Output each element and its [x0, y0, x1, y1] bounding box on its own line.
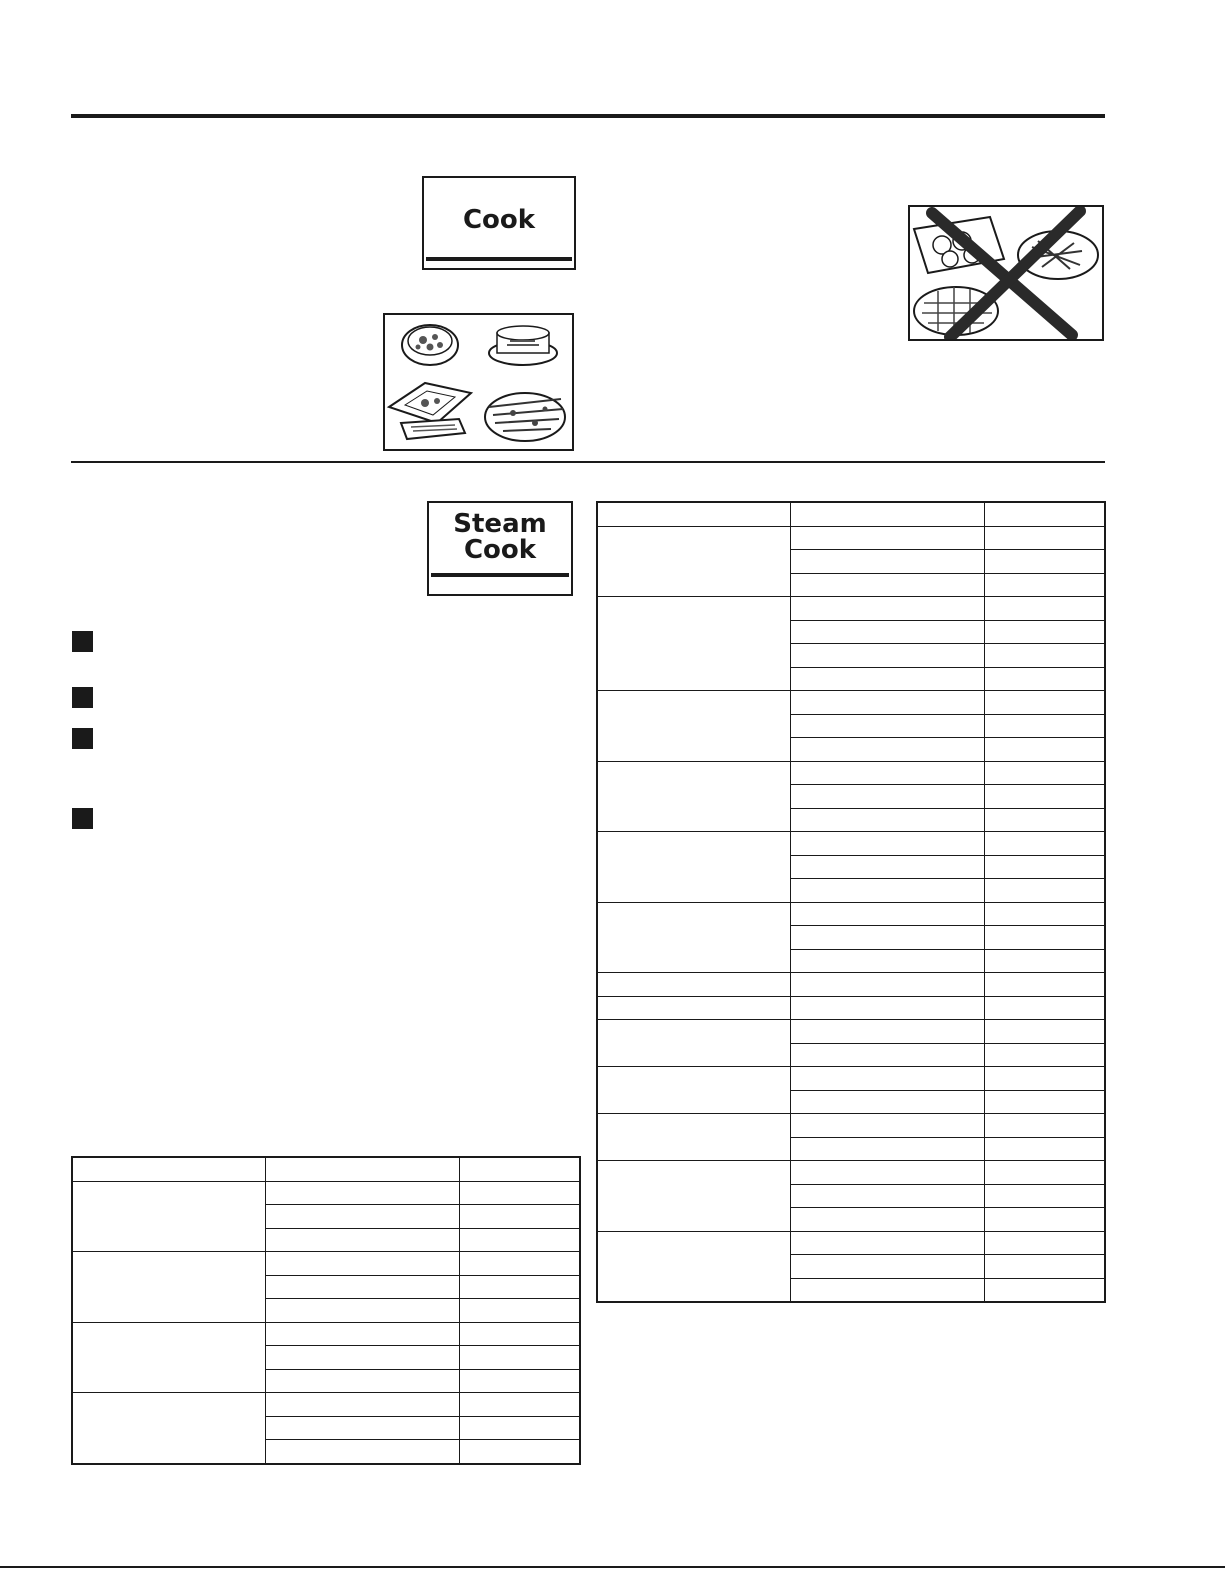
table-row [597, 1020, 1105, 1044]
amount-cell [790, 1043, 984, 1067]
time-cell [984, 1020, 1105, 1044]
time-cell [984, 761, 1105, 785]
food-cell [597, 973, 790, 997]
footer-rule [0, 1566, 1225, 1568]
time-cell [459, 1252, 580, 1276]
food-cell [72, 1322, 265, 1393]
header-cell [72, 1157, 265, 1181]
food-cell [72, 1252, 265, 1323]
time-cell [459, 1228, 580, 1252]
table-row [597, 1161, 1105, 1185]
amount-cell [265, 1228, 459, 1252]
steam-cook-keypad-label-line2: Cook [463, 535, 537, 565]
amount-cell [790, 761, 984, 785]
food-cell [72, 1393, 265, 1464]
header-cell [790, 502, 984, 526]
table-row [597, 761, 1105, 785]
amount-cell [790, 691, 984, 715]
steam-cook-keypad [427, 501, 573, 596]
time-cell [984, 1043, 1105, 1067]
frozen-foods-illustration [383, 313, 574, 451]
time-cell [984, 832, 1105, 856]
time-cell [984, 620, 1105, 644]
amount-cell [265, 1322, 459, 1346]
table-row [597, 832, 1105, 856]
table-row [597, 1114, 1105, 1138]
amount-cell [265, 1416, 459, 1440]
amount-cell [265, 1275, 459, 1299]
time-cell [984, 785, 1105, 809]
amount-cell [790, 1090, 984, 1114]
time-cell [984, 597, 1105, 621]
time-cell [459, 1322, 580, 1346]
amount-cell [790, 1278, 984, 1302]
time-cell [984, 644, 1105, 668]
time-cell [984, 902, 1105, 926]
amount-cell [790, 573, 984, 597]
time-cell [984, 738, 1105, 762]
time-cell [459, 1205, 580, 1229]
header-cell [984, 502, 1105, 526]
time-cell [984, 550, 1105, 574]
amount-cell [790, 620, 984, 644]
food-cell [597, 1020, 790, 1067]
table-header-row [72, 1157, 580, 1181]
amount-cell [265, 1393, 459, 1417]
time-cell [984, 1114, 1105, 1138]
table-row [72, 1252, 580, 1276]
step-marker-3 [72, 728, 93, 749]
step-marker-2 [72, 687, 93, 708]
time-cell [984, 926, 1105, 950]
amount-cell [790, 597, 984, 621]
amount-cell [790, 1184, 984, 1208]
amount-cell [265, 1205, 459, 1229]
table-row [597, 1231, 1105, 1255]
time-cell [984, 973, 1105, 997]
amount-cell [790, 879, 984, 903]
time-cell [984, 855, 1105, 879]
time-cell [984, 526, 1105, 550]
table-row [72, 1181, 580, 1205]
time-cell [984, 1208, 1105, 1232]
amount-cell [265, 1252, 459, 1276]
amount-cell [790, 1020, 984, 1044]
cook-keypad [422, 176, 576, 270]
time-cell [459, 1275, 580, 1299]
time-cell [984, 1278, 1105, 1302]
left-cooking-table [71, 1156, 581, 1465]
header-rule [71, 114, 1105, 118]
food-cell [597, 1114, 790, 1161]
time-cell [984, 573, 1105, 597]
amount-cell [790, 1231, 984, 1255]
right-cooking-table [596, 501, 1106, 1303]
amount-cell [265, 1299, 459, 1323]
amount-cell [265, 1369, 459, 1393]
time-cell [984, 714, 1105, 738]
table-row [597, 597, 1105, 621]
amount-cell [790, 667, 984, 691]
amount-cell [790, 644, 984, 668]
food-cell [597, 1231, 790, 1302]
time-cell [984, 1090, 1105, 1114]
table-row [597, 973, 1105, 997]
amount-cell [790, 738, 984, 762]
time-cell [984, 949, 1105, 973]
amount-cell [790, 1255, 984, 1279]
time-cell [984, 879, 1105, 903]
food-cell [597, 597, 790, 691]
amount-cell [790, 1114, 984, 1138]
section-divider [71, 461, 1105, 463]
time-cell [459, 1369, 580, 1393]
amount-cell [790, 949, 984, 973]
table-header-row [597, 502, 1105, 526]
time-cell [984, 1067, 1105, 1091]
amount-cell [790, 1137, 984, 1161]
amount-cell [265, 1181, 459, 1205]
amount-cell [790, 1208, 984, 1232]
amount-cell [790, 855, 984, 879]
time-cell [459, 1440, 580, 1464]
amount-cell [265, 1440, 459, 1464]
amount-cell [790, 550, 984, 574]
time-cell [459, 1393, 580, 1417]
food-cell [597, 691, 790, 762]
amount-cell [790, 526, 984, 550]
header-cell [459, 1157, 580, 1181]
table-row [597, 996, 1105, 1020]
time-cell [459, 1299, 580, 1323]
amount-cell [790, 808, 984, 832]
amount-cell [790, 832, 984, 856]
header-cell [597, 502, 790, 526]
table-row [597, 902, 1105, 926]
amount-cell [790, 1161, 984, 1185]
amount-cell [790, 785, 984, 809]
table-row [597, 526, 1105, 550]
time-cell [984, 996, 1105, 1020]
amount-cell [265, 1346, 459, 1370]
food-cell [597, 902, 790, 973]
time-cell [984, 1137, 1105, 1161]
amount-cell [790, 996, 984, 1020]
cook-keypad-label: Cook [462, 205, 536, 235]
amount-cell [790, 714, 984, 738]
time-cell [459, 1416, 580, 1440]
food-cell [597, 996, 790, 1020]
table-row [72, 1393, 580, 1417]
amount-cell [790, 926, 984, 950]
steam-cook-keypad-label-line1: Steam [453, 509, 547, 539]
time-cell [984, 1161, 1105, 1185]
table-row [597, 691, 1105, 715]
food-cell [597, 1161, 790, 1232]
food-cell [597, 1067, 790, 1114]
time-cell [984, 1184, 1105, 1208]
food-cell [597, 526, 790, 597]
food-cell [597, 832, 790, 903]
time-cell [459, 1346, 580, 1370]
not-recommended-foods-illustration [908, 205, 1104, 341]
time-cell [984, 1231, 1105, 1255]
header-cell [265, 1157, 459, 1181]
time-cell [984, 808, 1105, 832]
step-marker-1 [72, 631, 93, 652]
food-cell [72, 1181, 265, 1252]
amount-cell [790, 973, 984, 997]
food-cell [597, 761, 790, 832]
time-cell [459, 1181, 580, 1205]
time-cell [984, 667, 1105, 691]
table-row [72, 1322, 580, 1346]
time-cell [984, 1255, 1105, 1279]
amount-cell [790, 902, 984, 926]
step-marker-4 [72, 808, 93, 829]
amount-cell [790, 1067, 984, 1091]
table-row [597, 1067, 1105, 1091]
time-cell [984, 691, 1105, 715]
